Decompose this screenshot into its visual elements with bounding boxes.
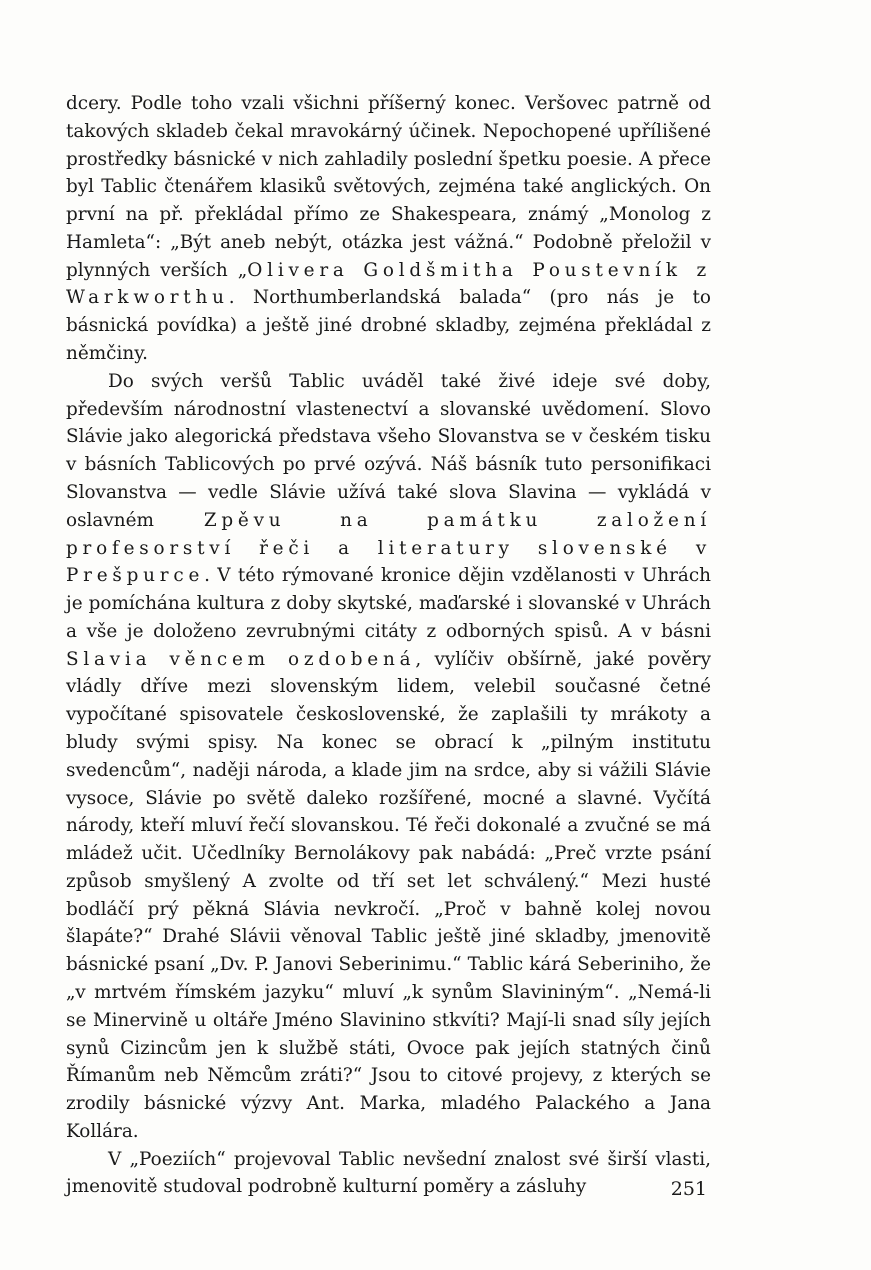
paragraph-1-text-b: . Northumberlandská balada“ (pro nás je to básnická povídka) a ještě jiné drobné skladby, zejména překládal z němčiny. bbox=[66, 287, 711, 365]
paragraph-2-text-a: Do svých veršů Tablic uváděl také živé ideje své doby, především národnostní vlastenectví a slovanské uvědomení. Slovo Slávie jako alegorická představa všeho Slovanstva se v českém tisku v básních Tablicových po prvé ozývá. Náš básník tuto personifikaci Slovanstva — vedle Slávie užívá také slova Slavina — vykládá v oslavném bbox=[66, 370, 711, 531]
paragraph-1-spaced-title: Olivera Goldšmitha Poustevník z Warkworthu bbox=[66, 259, 712, 309]
paragraph-3-text-a: V „Poeziích“ projevoval Tablic nevšední znalost své širší vlasti, jmenovitě studoval podrobně kulturní poměry a zásluhy bbox=[66, 1148, 711, 1198]
body-text bbox=[66, 90, 711, 1201]
paragraph-2-spaced-title-2: Slavia věncem ozdobená bbox=[66, 648, 416, 670]
page-number: 251 bbox=[670, 1178, 707, 1200]
paragraph-2-spaced-title-1: Zpěvu na památku založení profesorství řeči a literatury slovenské v Prešpurce bbox=[66, 509, 711, 587]
paragraph-2 bbox=[66, 368, 711, 1146]
paragraph-1-text-a: dcery. Podle toho vzali všichni příšerný konec. Veršovec patrně od takových skladeb čekal mravokárný účinek. Nepochopené upřílišené prostředky básnické v nich zahladily poslední špetku poesie. A přece byl Tablic čtenářem klasiků světových, zejména také anglických. On první na př. překládal přímo ze Shakespeara, známý „Monolog z Hamleta“: „Být aneb nebýt, otázka jest vážná.“ Podobně přeložil v plynných verších „ bbox=[66, 93, 711, 281]
paragraph-1 bbox=[66, 90, 711, 368]
paragraph-2-text-c: , vylíčiv obšírně, jaké pověry vládly dříve mezi slovenským lidem, velebil současné četné vypočítané spisovatele československé, že zaplašili ty mrákoty a bludy svými spisy. Na konec se obrací k „pilným institutu svedencům“, naději národa, a klade jim na srdce, aby si vážili Slávie vysoce, Slávie po světě daleko rozšířené, mocné a slavné. Vyčítá národy, kteří mluví řečí slovanskou. Té řeči dokonalé a zvučné se má mládež učit. Učedlníky Bernolákovy pak nabádá: „Preč vrzte psání způsob smyšlený A zvolte od tří set let schválený.“ Mezi husté bodláčí prý pěkná Slávia nevkročí. „Proč v bahně kolej novou šlapáte?“ Drahé Slávii věnoval Tablic ještě jiné skladby, jmenovitě básnické psaní „Dv. P. Janovi Seberinimu.“ Tablic kárá Seberiniho, že „v mrtvém římském jazyku“ mluví „k synům Slavininým“. „Nemá-li se Minervině u oltáře Jméno Slavinino stkvíti? Mají-li snad síly jejích synů Cizincům jen k službě státi, Ovoce pak jejích statných činů Římanům neb Němcům zráti?“ Jsou to citové projevy, z kterých se zrodily básnické výzvy Ant. Marka, mladého Palackého a Jana Kollára. bbox=[66, 648, 711, 1142]
paragraph-2-text-b: . V této rýmované kronice dějin vzdělanosti v Uhrách je pomíchána kultura z doby skytské, maďarské i slovanské v Uhrách a vše je doloženo zevrubnými citáty z odborných spisů. A v básni bbox=[66, 565, 711, 642]
